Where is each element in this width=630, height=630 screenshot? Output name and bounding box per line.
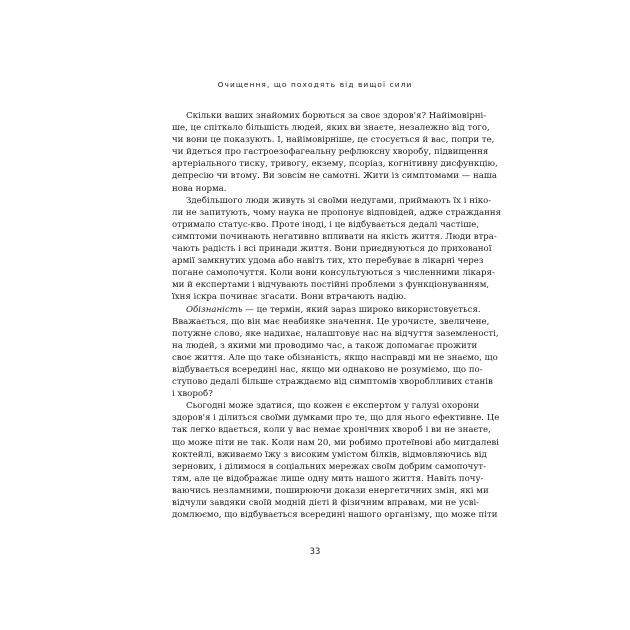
text-line: Здебільшого люди живуть зі своїми недугами, приймають їх і ніко- <box>186 195 492 206</box>
text-line: нова норма. <box>172 183 227 194</box>
text-line: так легко вдається, коли у вас немає хронічних хвороб і ви не знаєте, <box>172 425 491 436</box>
text-line: артеріального тиску, тривогу, екзему, псоріаз, когнітивну дисфункцію, <box>172 159 498 170</box>
body-text <box>172 110 502 521</box>
text-line: коктейлі, вживаємо їжу з високим умістом білків, відмовляючись від <box>172 449 487 460</box>
text-line: і хвороб? <box>172 389 213 400</box>
text-line: відбувається всередині нас, якщо ми однаково не розуміємо, що по- <box>172 364 483 375</box>
text-line: симптоми починають негативно впливати на якість життя. Люди втра- <box>172 231 497 242</box>
text-line: здоров'я і ділиться своїми думками про те, що для нього ефективне. Це <box>172 413 500 424</box>
text-line: домлюємо, що відбувається всередині нашого організму, що може піти <box>172 510 498 521</box>
text-line-with-term: Обізнаність — це термін, який зараз широко використовується. <box>186 304 481 315</box>
text-line: Вважається, що він має неабияке значення. Це урочисте, звеличене, <box>172 316 490 327</box>
text-line: що може піти не так. Коли нам 20, ми робимо протеїнові або мигдалеві <box>172 437 500 448</box>
running-head: Очищення, що походять від вищої сили <box>217 80 413 89</box>
text-line: потужне слово, яке надихає, налаштовує нас на відчуття заземленості, <box>172 328 499 339</box>
text-line: своє життя. Але що таке обізнаність, якщо насправді ми не знаємо, що <box>172 352 498 363</box>
text-line: ше, це спіткало більшість людей, яких ви знаєте, незалежно від того, <box>172 123 490 134</box>
text-line: чи йдеться про гастроезофагеальну рефлюксну хворобу, підвищення <box>172 147 489 158</box>
text-line: Скільки ваших знайомих борються за своє здоров'я? Найімовірні- <box>186 111 487 121</box>
text-line: ми й експертами і відчувають постійні проблеми з функціонуванням, <box>172 280 490 291</box>
text-line: погане самопочуття. Коли вони консультуються з численними лікаря- <box>172 268 495 279</box>
text-line: їхня іскра починає згасати. Вони втрачають надію. <box>172 292 407 303</box>
text-line: ли не запитують, чому наука не пропонує відповідей, адже страждання <box>172 207 502 218</box>
text-line: чи вони це показують. І, найімовірніше, це стосується й вас, попри те, <box>172 135 495 146</box>
text-line: ступово дедалі більше страждаємо від симптомів хвороблливих станів <box>172 377 493 388</box>
text-line: чають радість і всі принади життя. Вони приєднуються до прихованої <box>172 244 492 255</box>
text-line: відчули завдяки своїй модній дієті й фізичним вправам, ми не усві- <box>172 498 480 508</box>
text-line: депресію чи втому. Ви зовсім не самотні. Жити із симптомами — наша <box>172 171 497 182</box>
page-number: 33 <box>309 546 321 556</box>
text-line: Сьогодні може здатися, що кожен є експертом у галузі охорони <box>186 401 480 412</box>
text-line: ваючись незламними, поширюючи докази енергетичних змін, які ми <box>172 485 489 496</box>
text-line: тям, але це відображає лише одну мить нашого життя. Навіть почу- <box>172 473 484 484</box>
text-line: на людей, з якими ми проводимо час, а також допомагає прожити <box>172 340 478 351</box>
text-line: отримало статус-кво. Проте іноді, і це відбувається дедалі частіше, <box>172 219 480 230</box>
text-line: зернових, і ділимося в соціальних мережах своїм добрим самопочут- <box>172 461 487 472</box>
text-line: армії замкнутих удома або навіть тих, хто перебуває в лікарні через <box>172 256 484 267</box>
